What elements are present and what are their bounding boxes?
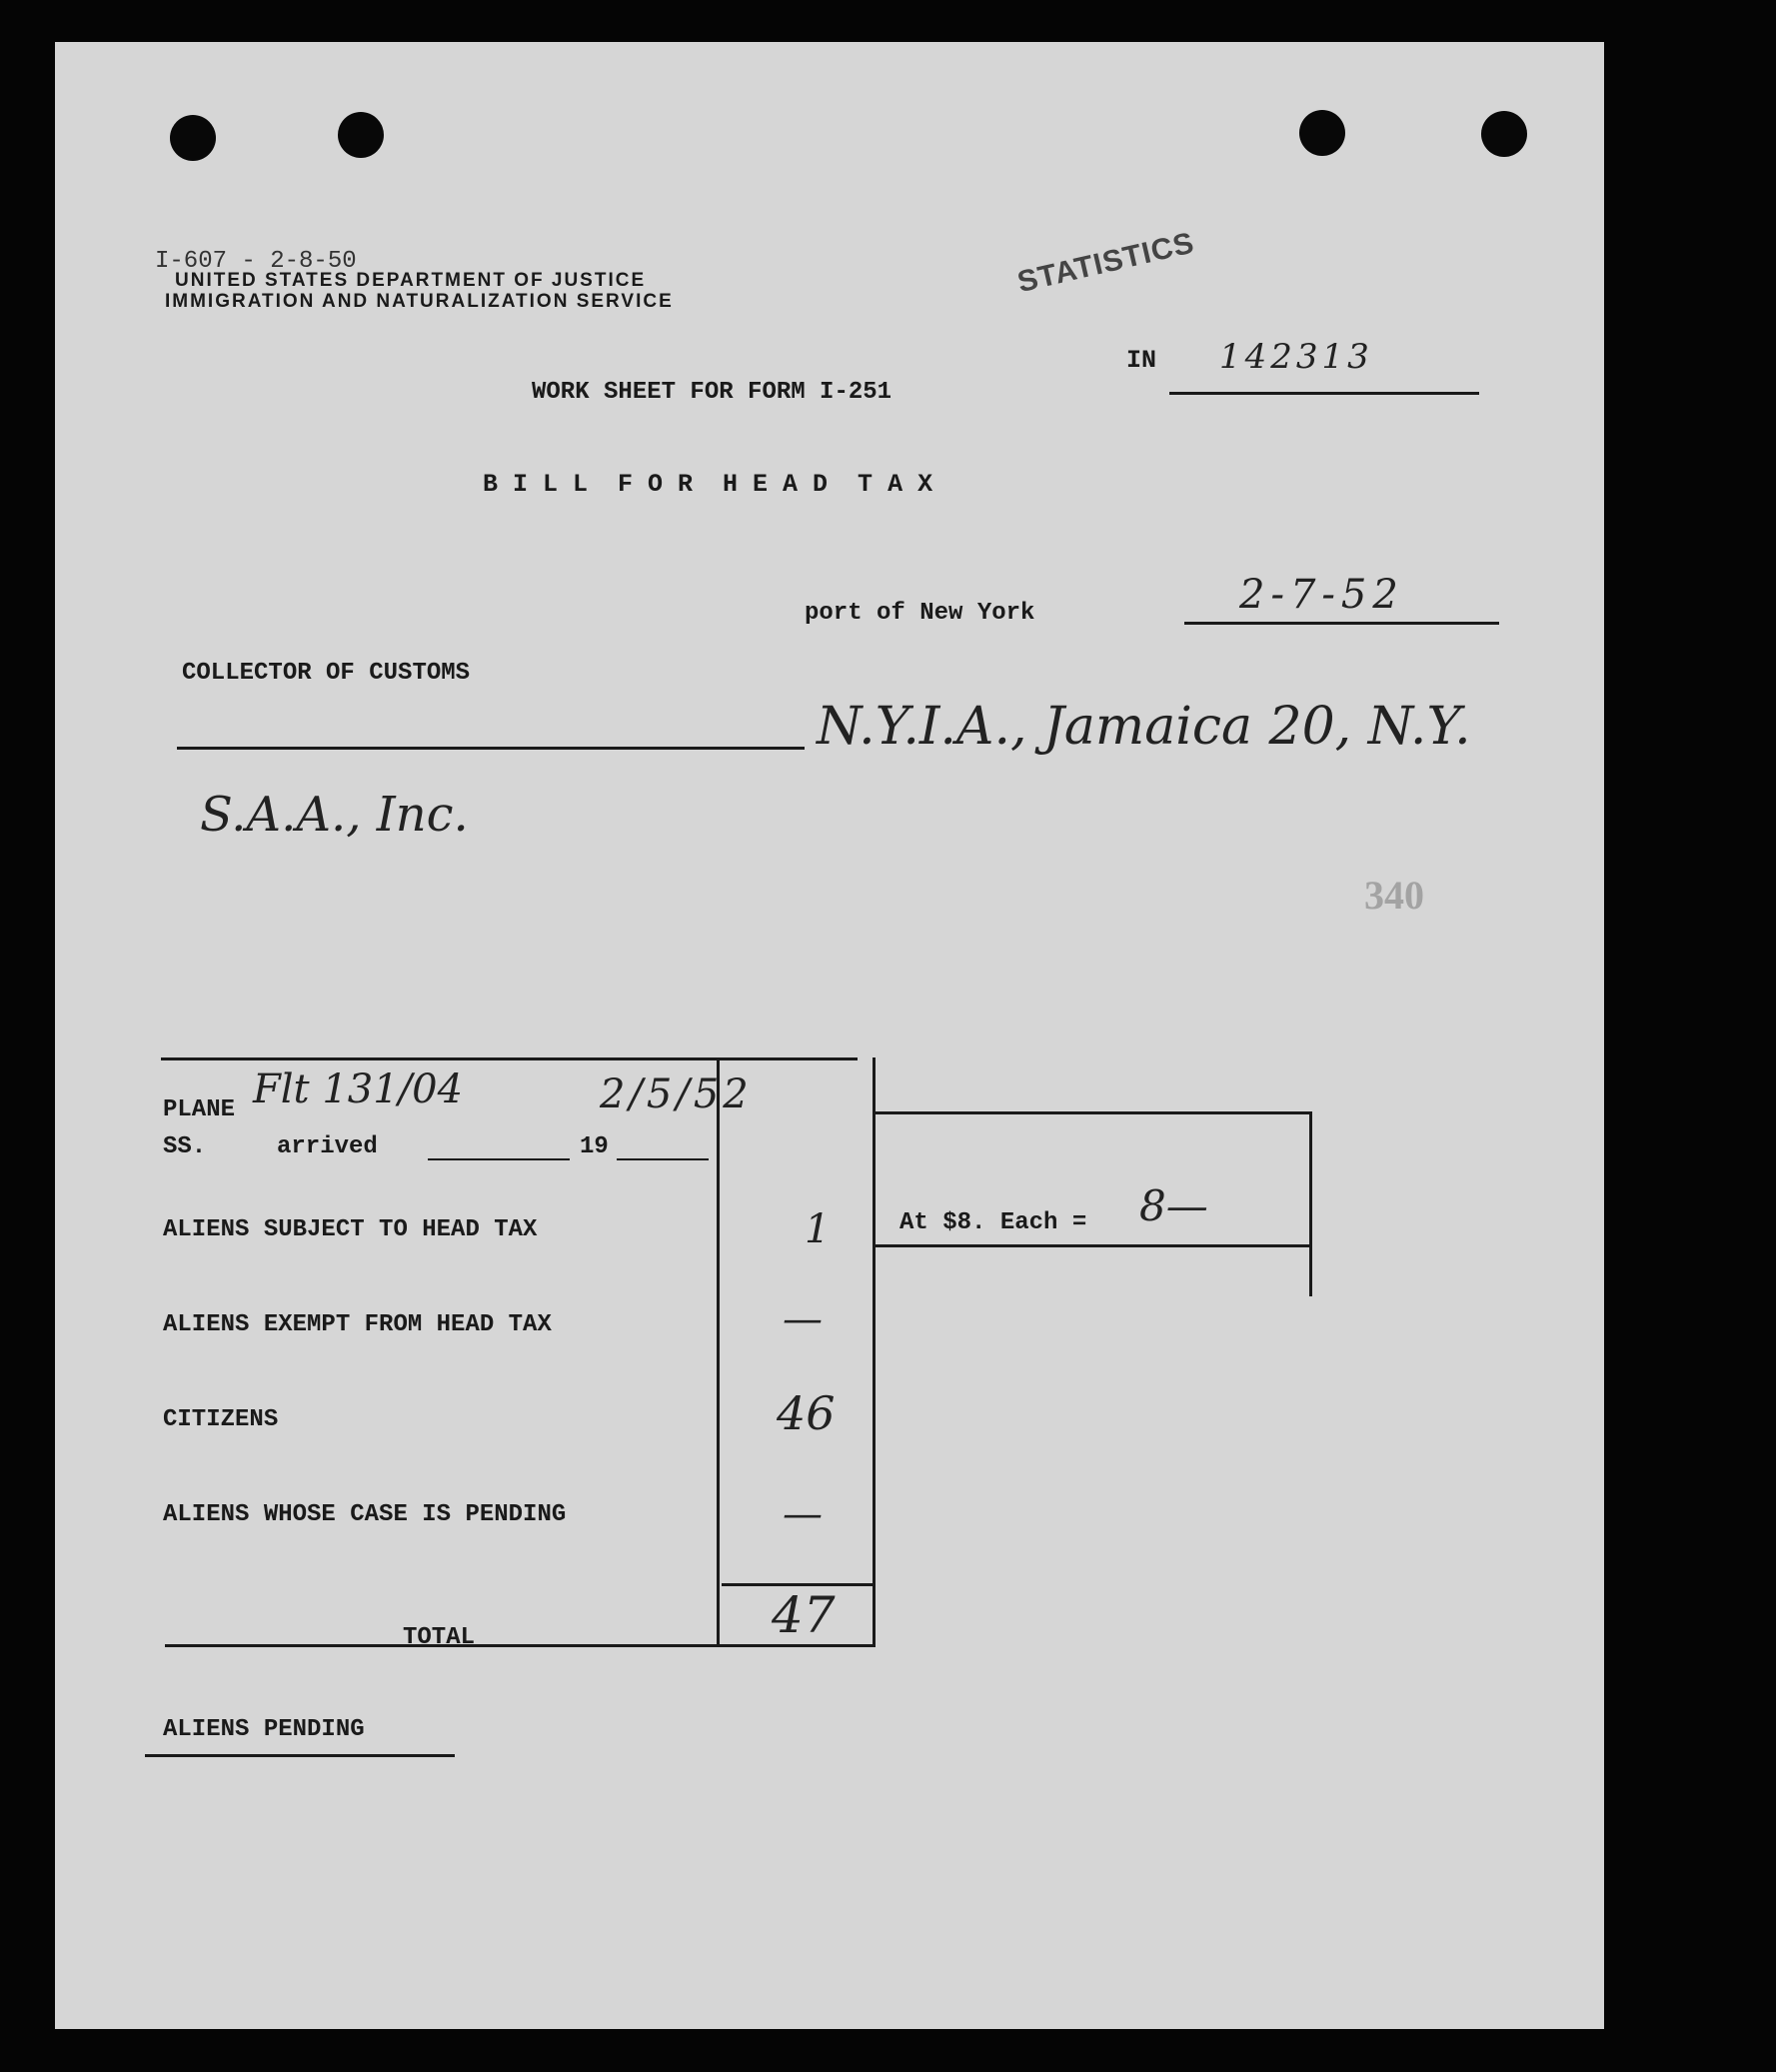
worksheet-title: WORK SHEET FOR FORM I-251 [532,379,892,406]
arrived-label: arrived [277,1133,378,1160]
year-blank [617,1158,709,1160]
aliens-pending-label: ALIENS PENDING [163,1716,365,1743]
addressee-underline [177,747,805,750]
bill-date: 2-7-52 [1239,572,1404,618]
department-name: UNITED STATES DEPARTMENT OF JUSTICE [175,270,647,291]
tally-row-label: ALIENS SUBJECT TO HEAD TAX [163,1216,538,1243]
tally-row-value: 1 [805,1206,831,1252]
tax-box-right [1309,1111,1312,1296]
table-divider-left [717,1057,720,1645]
addressee-label: COLLECTOR OF CUSTOMS [182,660,471,687]
punch-hole [338,112,384,158]
in-number-underline [1169,392,1479,395]
plane-label: PLANE [163,1096,236,1123]
punch-hole [1299,110,1345,156]
statistics-stamp: STATISTICS [1014,226,1198,300]
tally-row-value: — [783,1491,823,1537]
ss-label: SS. [163,1133,207,1160]
table-bottom-rule [165,1644,876,1647]
tally-row-value: — [783,1296,823,1342]
table-divider-right [873,1057,876,1645]
tax-box-bottom [875,1244,1312,1247]
port-label: port of New York [805,600,1035,627]
bill-title: B I L L F O R H E A D T A X [483,470,933,499]
form-number: I-607 - 2-8-50 [155,248,357,275]
tally-row-value: 46 [777,1386,836,1440]
addressee-location: N.Y.I.A., Jamaica 20, N.Y. [817,697,1471,757]
year-prefix: 19 [580,1133,609,1160]
tally-row-label: CITIZENS [163,1406,279,1433]
arrival-date: 2/5/52 [600,1071,753,1117]
tally-row-label: ALIENS WHOSE CASE IS PENDING [163,1501,567,1528]
tax-amount: 8— [1139,1181,1208,1230]
addressee-company: S.A.A., Inc. [200,787,469,843]
document-sheet [55,42,1604,2029]
punch-hole [1481,111,1527,157]
tally-row-label: ALIENS EXEMPT FROM HEAD TAX [163,1311,552,1338]
number-stamp: 340 [1364,873,1424,918]
service-name: IMMIGRATION AND NATURALIZATION SERVICE [165,291,674,312]
in-label: IN [1126,346,1157,375]
table-top-rule [161,1057,858,1060]
date-underline [1184,622,1499,625]
tax-rate-label: At $8. Each = [899,1209,1087,1236]
in-number: 142313 [1219,337,1373,377]
arrived-date-blank [428,1158,570,1160]
tax-box-top [875,1111,1312,1114]
aliens-pending-underline [145,1754,455,1757]
flight-number: Flt 131/04 [253,1066,464,1112]
punch-hole [170,115,216,161]
total-label: TOTAL [403,1624,476,1651]
total-value: 47 [772,1586,836,1644]
